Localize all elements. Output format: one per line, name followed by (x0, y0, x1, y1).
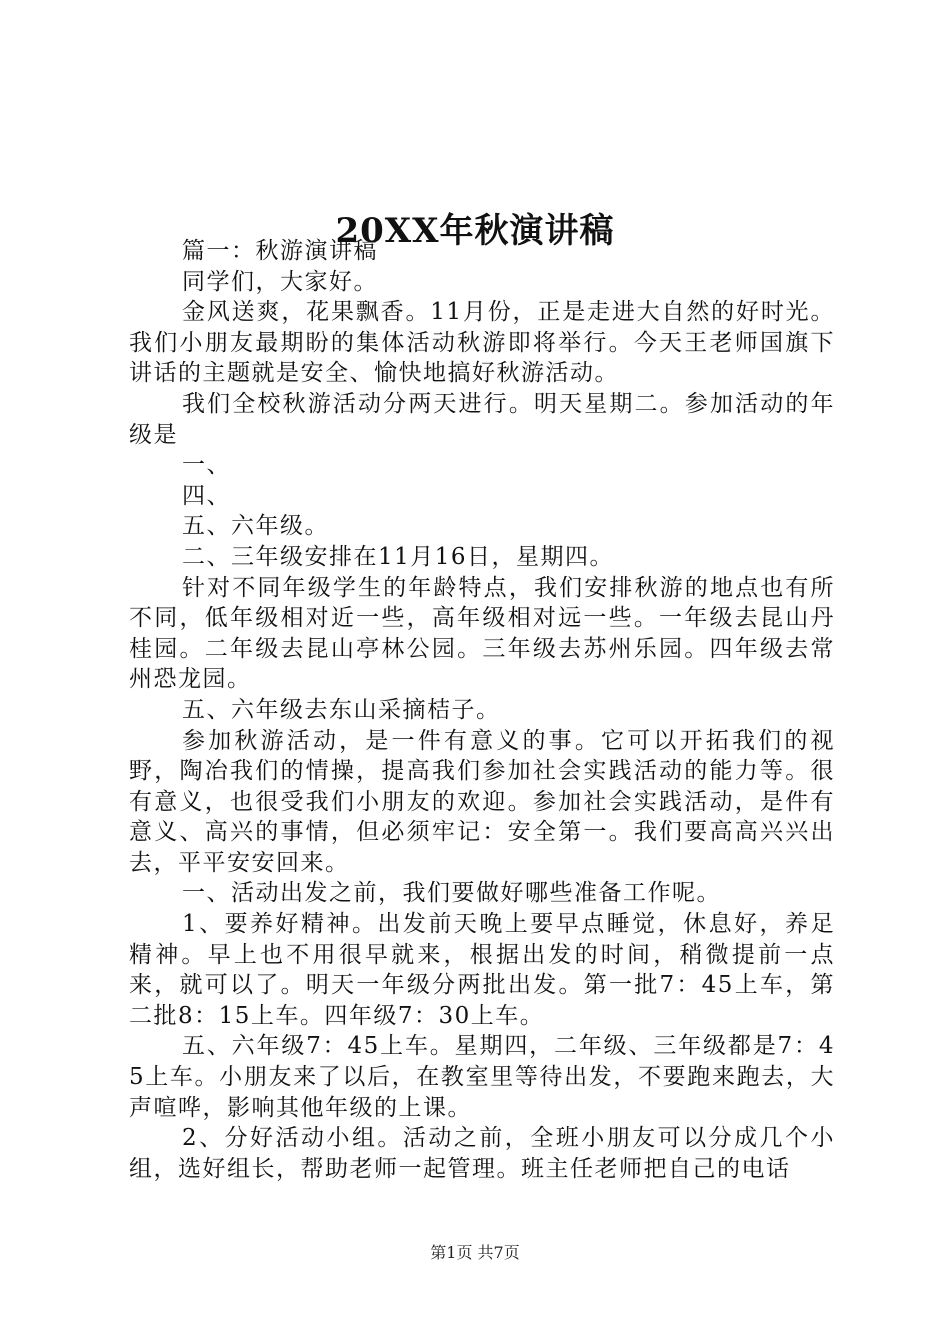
paragraph: 同学们，大家好。 (182, 268, 378, 295)
paragraph: 五、六年级。 (182, 513, 329, 540)
paragraph: 针对不同年级学生的年龄特点，我们安排秋游的地点也有所不同，低年级相对近一些，高年级相对远一些。一年级去昆山丹桂园。二年级去昆山亭林公园。三年级去苏州乐园。四年级去常州恐龙园。 (129, 574, 835, 693)
page-number-footer: 第1页 共7页 (430, 1243, 520, 1262)
document-body (129, 236, 835, 1184)
paragraph: 五、六年级7：45上车。星期四，二年级、三年级都是7：45上车。小朋友来了以后，在教室里等待出发，不要跑来跑去，大声喧哗，影响其他年级的上课。 (129, 1033, 835, 1121)
paragraph: 篇一：秋游演讲稿 (182, 238, 378, 264)
paragraph: 一、活动出发之前，我们要做好哪些准备工作呢。 (182, 880, 721, 907)
paragraph: 二、三年级安排在11月16日，星期四。 (182, 543, 615, 570)
paragraph: 2、分好活动小组。活动之前，全班小朋友可以分成几个小组，选好组长，帮助老师一起管理。班主任老师把自己的电话 (129, 1125, 835, 1182)
paragraph: 金风送爽，花果飘香。11月份，正是走进大自然的好时光。我们小朋友最期盼的集体活动秋游即将举行。今天王老师国旗下讲话的主题就是安全、愉快地搞好秋游活动。 (129, 299, 835, 387)
paragraph: 参加秋游活动，是一件有意义的事。它可以开拓我们的视野，陶冶我们的情操，提高我们参加社会实践活动的能力等。很有意义，也很受我们小朋友的欢迎。参加社会实践活动，是件有意义、高兴的事情，但必须牢记：安全第一。我们要高高兴兴出去，平平安安回来。 (129, 727, 835, 876)
paragraph: 五、六年级去东山采摘桔子。 (182, 696, 501, 723)
document-title: 20XX年秋演讲稿 (335, 210, 615, 251)
paragraph: 我们全校秋游活动分两天进行。明天星期二。参加活动的年级是 (129, 390, 835, 448)
paragraph: 四、 (182, 482, 231, 509)
paragraph: 一、 (182, 452, 231, 479)
paragraph: 1、要养好精神。出发前天晚上要早点睡觉，休息好，养足精神。早上也不用很早就来，根据出发的时间，稍微提前一点来，就可以了。明天一年级分两批出发。第一批7：45上车，第二批8：15上车。四年级7：30上车。 (129, 911, 835, 1029)
